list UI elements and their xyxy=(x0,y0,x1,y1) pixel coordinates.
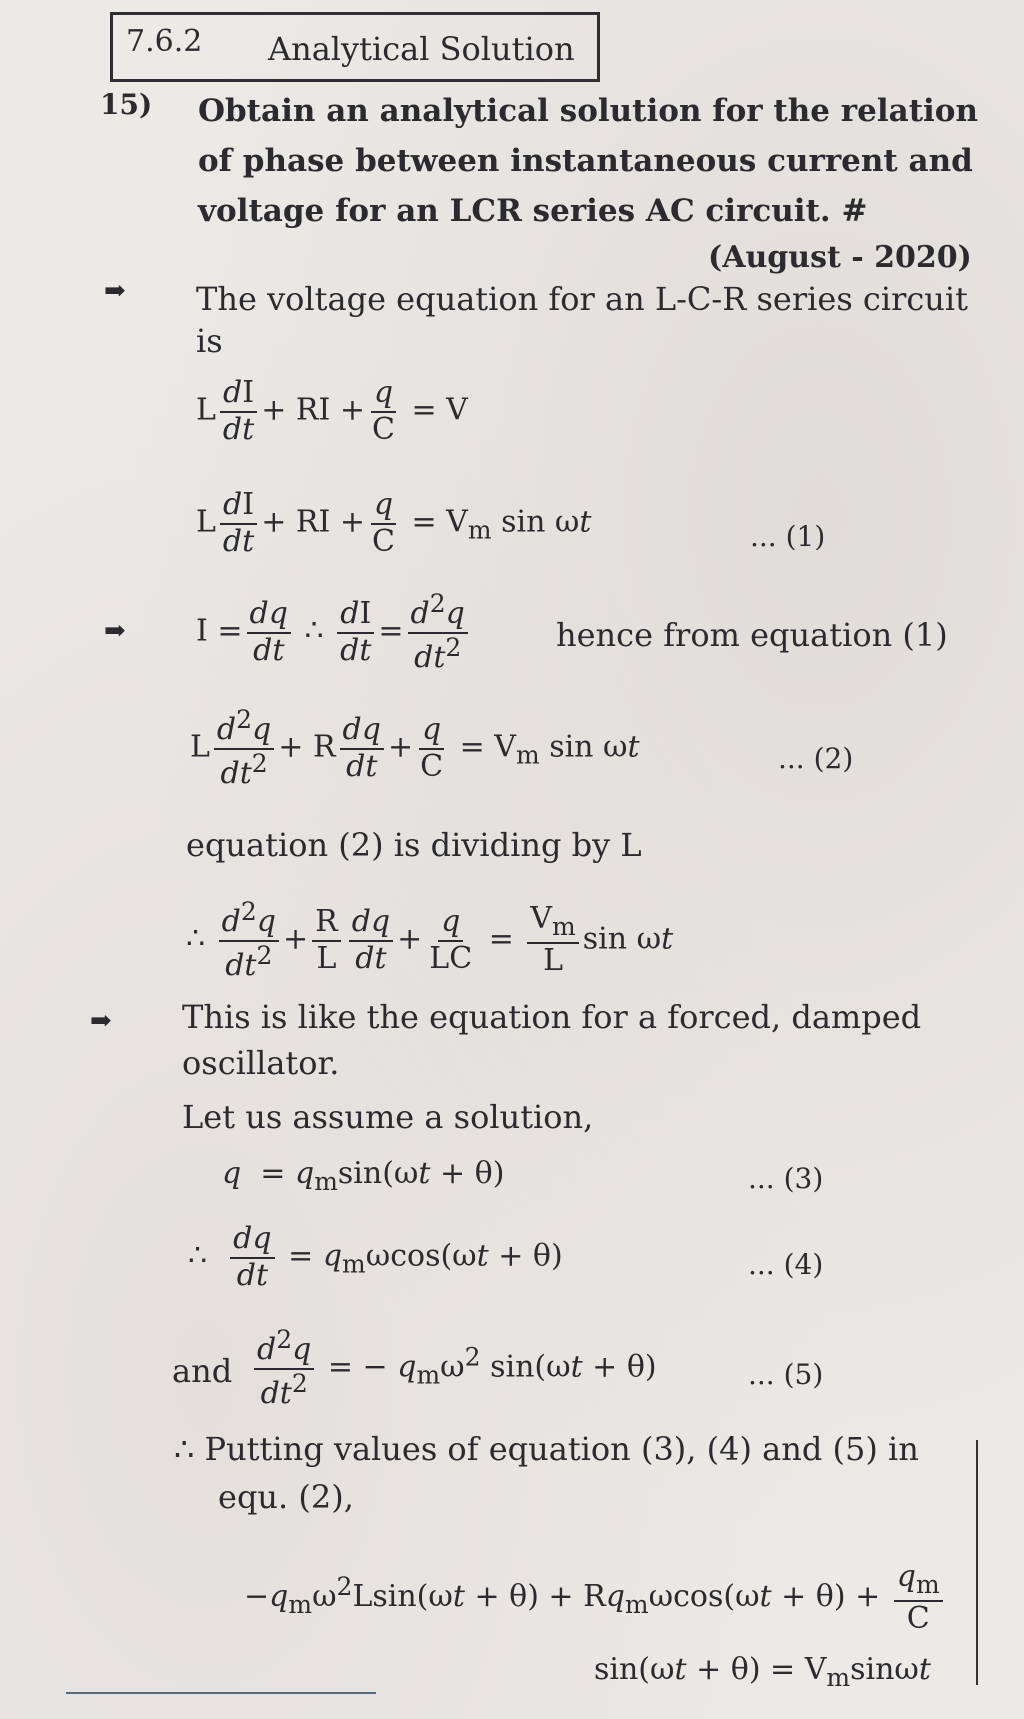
oscillator-text-line: This is like the equation for a forced, damped xyxy=(182,998,922,1036)
equation-number-3: ... (3) xyxy=(748,1162,824,1195)
voltage-equation: L $\frac{dI}{dt}$ + RI + $\frac{q}{C}$ = V xyxy=(196,375,468,447)
bullet-arrow-icon: ➡ xyxy=(104,276,126,306)
margin-line xyxy=(976,1440,978,1685)
equation-2: L $\frac{d^2q}{dt^2}$ + R $\frac{dq}{dt}$ + $\frac{q}{C}$ = $V_m$ sin ωt xyxy=(190,705,640,791)
bullet-arrow-icon: ➡ xyxy=(104,616,126,646)
intro-text-line: is xyxy=(196,322,223,360)
equation-number-5: ... (5) xyxy=(748,1358,824,1391)
substituted-equation: $-q_m\omega^2Lsin(\omega t + \theta) + Rq_m\omega\cos(\omega t + \theta)$ + $\frac{q_m}{C}$ xyxy=(244,1560,947,1636)
dividing-text: equation (2) is dividing by L xyxy=(186,826,642,864)
putting-text-line: ∴ Putting values of equation (3), (4) and (5) in xyxy=(174,1430,919,1468)
equation-4: ∴ $\frac{dq}{dt}$ = $q_m\omega\cos(\omega t + \theta)$ xyxy=(188,1221,563,1293)
assume-text: Let us assume a solution, xyxy=(182,1098,594,1136)
equation-number-4: ... (4) xyxy=(748,1248,824,1281)
question-number: 15) xyxy=(100,88,153,121)
substituted-equation-continued: $\sin(\omega t + \theta) = V_m\sin\omega t$ xyxy=(594,1652,931,1692)
section-title: Analytical Solution xyxy=(268,30,575,68)
exam-date: (August - 2020) xyxy=(708,240,972,275)
current-relation: I = $\frac{dq}{dt}$ ∴ $\frac{dI}{dt}$ = $\frac{d^2q}{dt^2}$ xyxy=(196,590,472,675)
question-text xyxy=(198,86,979,236)
section-number: 7.6.2 xyxy=(126,24,203,59)
footer-rule xyxy=(66,1692,376,1694)
intro-text-line: The voltage equation for an L-C-R series circuit xyxy=(196,280,968,318)
equation-number-1: ... (1) xyxy=(750,520,826,553)
equation-number-2: ... (2) xyxy=(778,742,854,775)
question-line: voltage for an LCR series AC circuit. # xyxy=(198,193,868,229)
and-text: and xyxy=(172,1352,233,1390)
bullet-arrow-icon: ➡ xyxy=(90,1006,112,1036)
putting-text-line: equ. (2), xyxy=(218,1478,354,1516)
question-line: Obtain an analytical solution for the relation xyxy=(198,93,979,129)
oscillator-text-line: oscillator. xyxy=(182,1044,340,1082)
equation-1: L $\frac{dI}{dt}$ + RI + $\frac{q}{C}$ = $V_m$ sin ωt xyxy=(196,487,592,559)
divided-equation: ∴ $\frac{d^2q}{dt^2}$ + $\frac{R}{L}$ $\frac{dq}{dt}$ + $\frac{q}{LC}$ = $\frac{V_m}{L}$ sin ωt xyxy=(186,897,674,983)
equation-3: $q = q_m\sin(\omega t + \theta)$ xyxy=(222,1156,505,1196)
hence-text: hence from equation (1) xyxy=(556,616,948,654)
question-line: of phase between instantaneous current and xyxy=(198,143,973,179)
equation-5: $\frac{d^2q}{dt^2}$ = − $q_m\omega^2$ sin(ωt + θ) xyxy=(250,1326,657,1411)
